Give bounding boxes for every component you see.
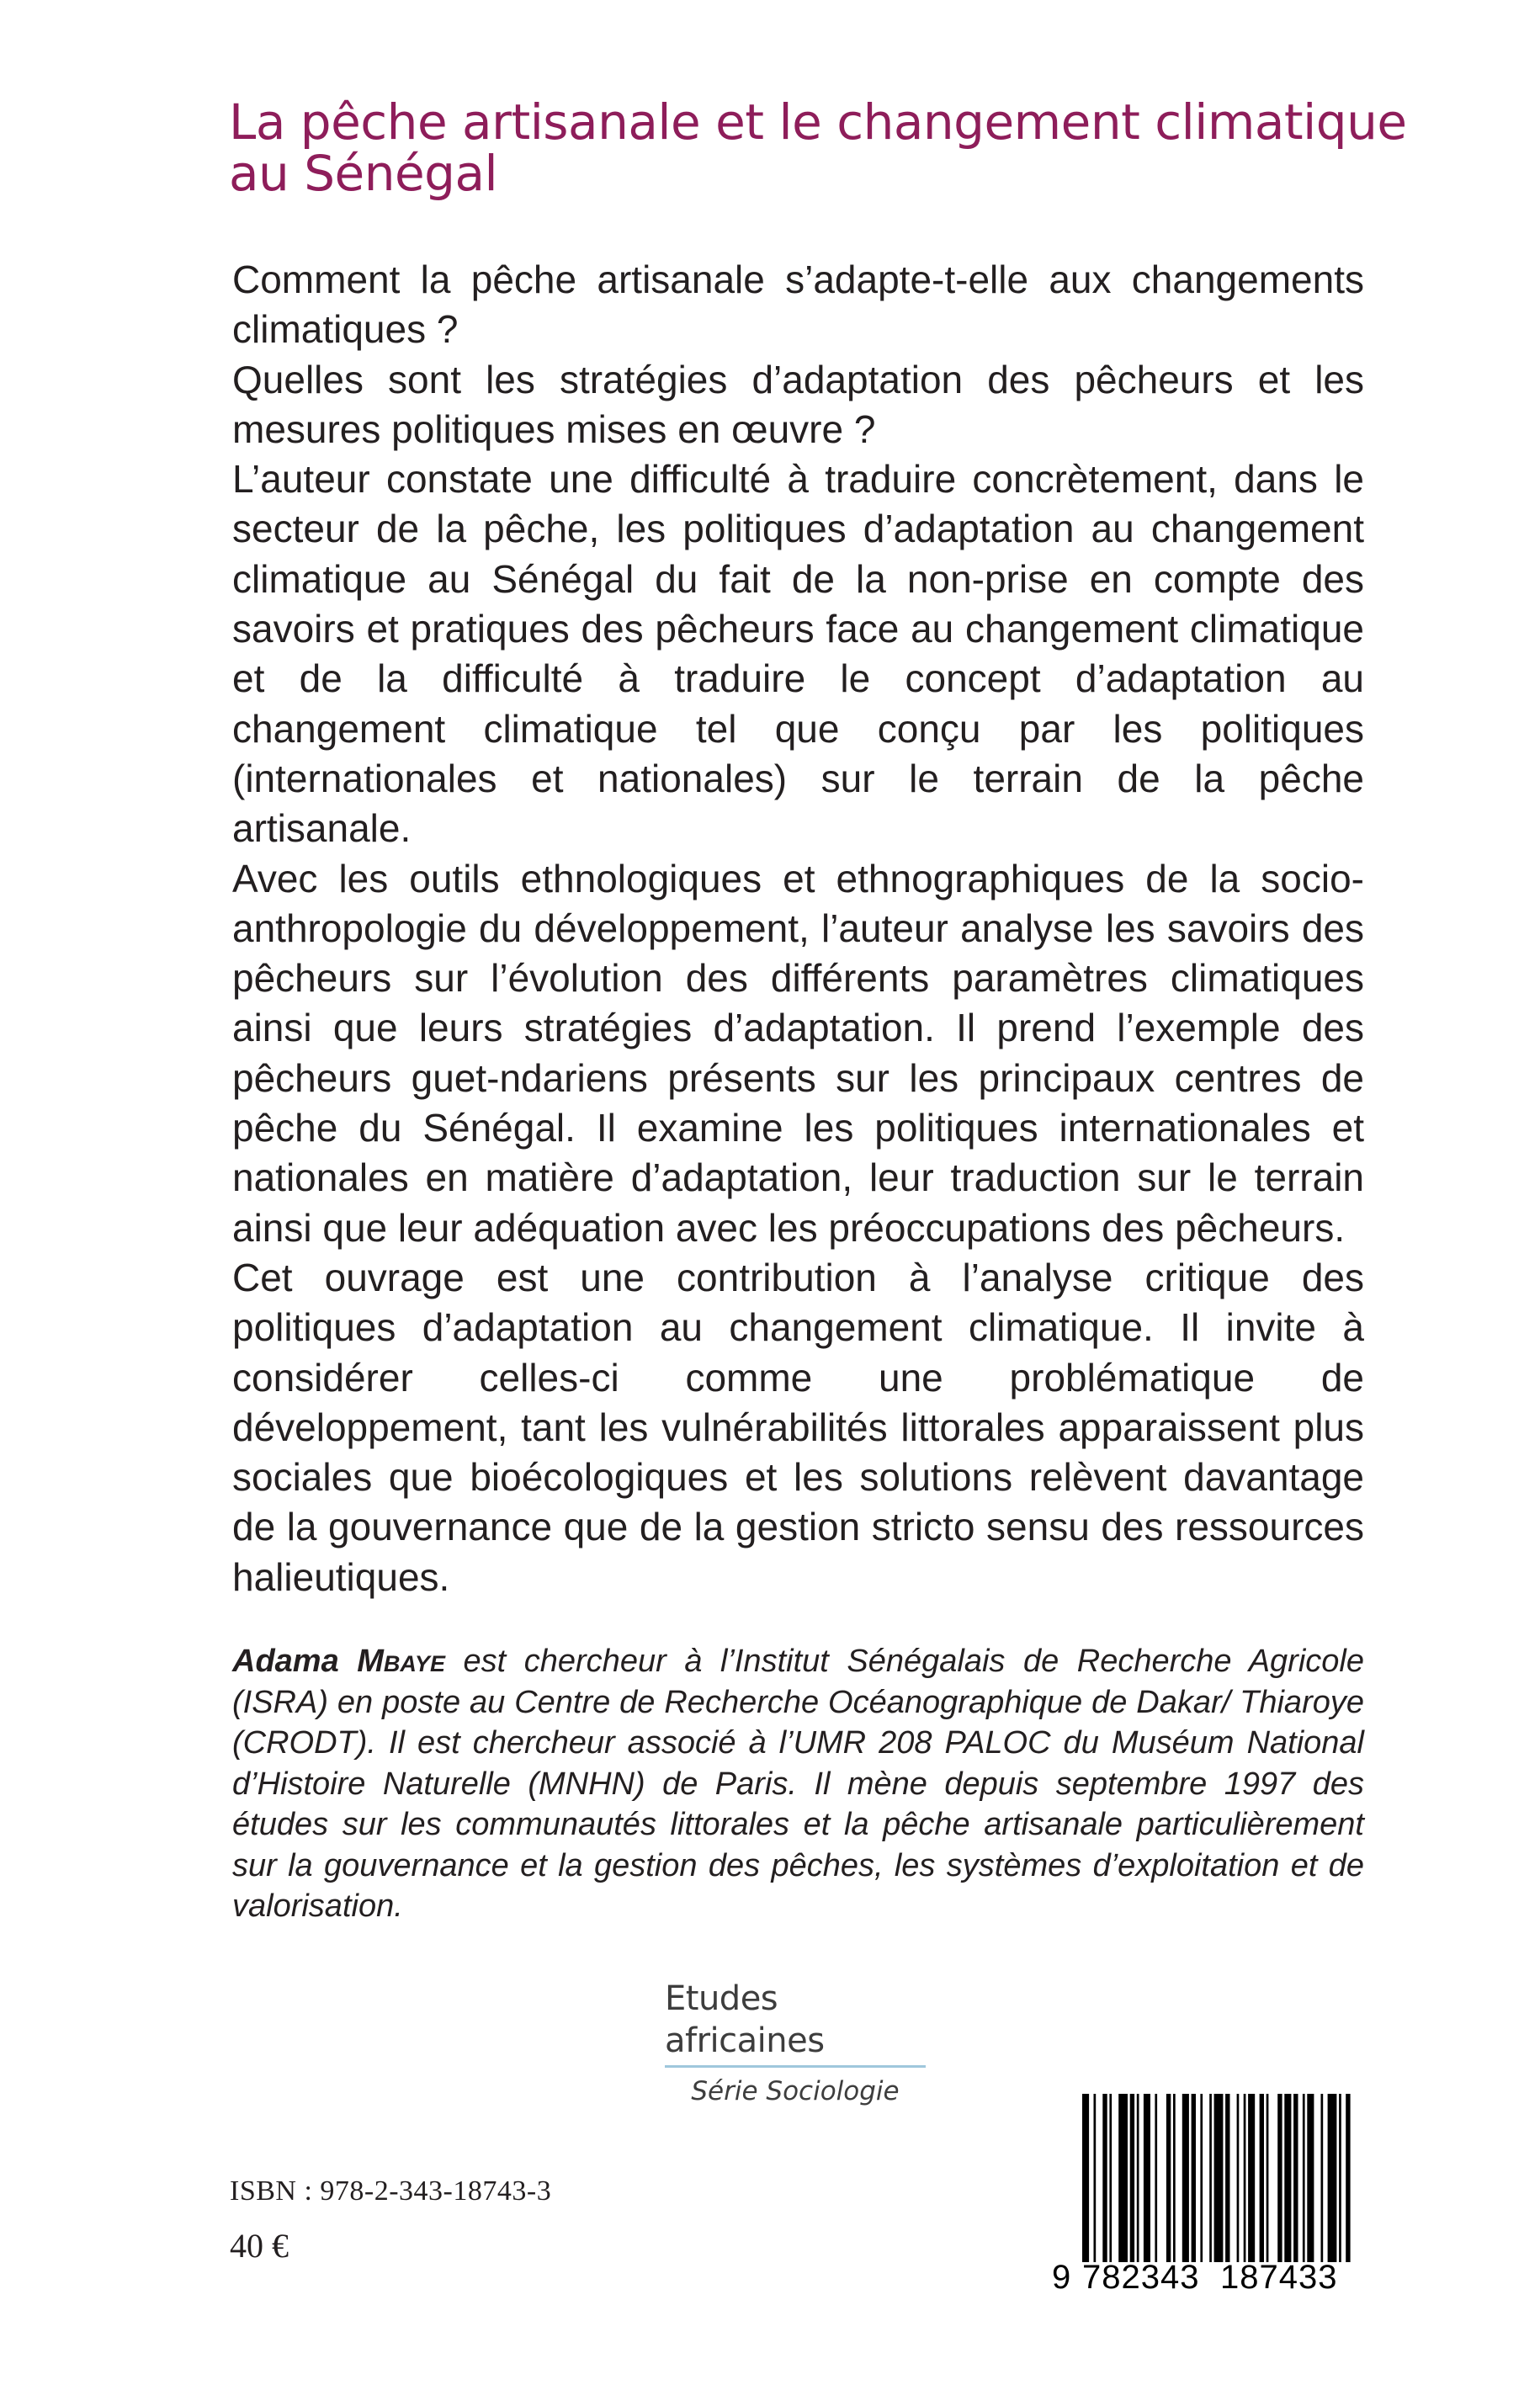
barcode-bar (1284, 2094, 1291, 2262)
series-logo (665, 1978, 934, 2108)
barcode-bar (1328, 2094, 1337, 2262)
barcode-lead-digit: 9 (1052, 2259, 1072, 2296)
barcode-bar (1237, 2094, 1240, 2262)
barcode-bar (1303, 2094, 1305, 2262)
series-subseries: Série Sociologie (691, 2076, 900, 2106)
series-name: Etudes africaines (665, 1979, 825, 2060)
barcode-bar (1144, 2094, 1150, 2262)
barcode-bar (1225, 2094, 1229, 2262)
barcode-bar (1339, 2094, 1341, 2262)
barcode-left-group: 782343 (1082, 2259, 1200, 2296)
barcode-bar (1118, 2094, 1128, 2262)
summary-paragraph: Cet ouvrage est une contribution à l’analyse critique des politiques d’adaptation au changement climatique. Il invite à considérer celles-ci comme une problématique de développement, tant les vulnérabilités littorales apparaissent plus sociales que bioécologiques et les solutions relèvent davantage de la gouvernance que de la gestion stricto sensu des ressources halieutiques. (232, 1255, 1364, 1599)
barcode-bar (1244, 2094, 1246, 2262)
barcode-bar (1155, 2094, 1157, 2262)
barcode-bar (1082, 2094, 1089, 2262)
barcode-bar (1209, 2094, 1212, 2262)
summary-paragraph: Comment la pêche artisanale s’adapte-t-elle aux changements climatiques ? (232, 258, 1364, 352)
barcode-bar (1307, 2094, 1314, 2262)
isbn: ISBN : 978-2-343-18743-3 (230, 2175, 552, 2207)
series-divider (665, 2065, 926, 2068)
author-bio (232, 1641, 1364, 1927)
barcode-bar (1267, 2094, 1269, 2262)
barcode-bar (1260, 2094, 1264, 2262)
barcode-right-group: 187433 (1220, 2259, 1338, 2296)
book-title: La pêche artisanale et le changement climatique au Sénégal (229, 93, 1407, 202)
author-bio-text: est chercheur à l’Institut Sénégalais de Recherche Agricole (ISRA) en poste au Centre de Recherche Océanographique de Dakar/ Thiaroye (CRODT). Il est chercheur associé à l’UMR 208 PALOC du Muséum National d’Histoire Naturelle (MNHN) de Paris. Il mène depuis septembre 1997 des études sur les communautés littorales et la pêche artisanale particulièrement sur la gouvernance et la gestion des pêches, les systèmes d’exploitation et de valorisation. (232, 1644, 1364, 1924)
summary-paragraph: Avec les outils ethnologiques et ethnographiques de la socio-anthropologie du développement, l’auteur analyse les savoirs des pêcheurs sur l’évolution des différents paramètres climatiques ainsi que leurs stratégies d’adaptation. Il prend l’exemple des pêcheurs guet-ndariens présents sur les principaux centres de pêche du Sénégal. Il examine les politiques internationales et nationales en matière d’adaptation, leur traduction sur le terrain ainsi que leur adéquation avec les préoccupations des pêcheurs. (232, 856, 1364, 1250)
author-first-name: Adama (232, 1644, 339, 1679)
barcode-bar (1109, 2094, 1112, 2262)
barcode-bar (1102, 2094, 1107, 2262)
barcode-bar (1293, 2094, 1298, 2262)
barcode-bar (1346, 2094, 1350, 2262)
back-cover-summary (232, 255, 1364, 1602)
barcode-bars (1052, 2094, 1355, 2262)
author-last-name: Mbaye (357, 1644, 445, 1679)
barcode-bar (1277, 2094, 1282, 2262)
summary-paragraph: L’auteur constate une difficulté à traduire concrètement, dans le secteur de la pêche, les politiques d’adaptation au changement climatique au Sénégal du fait de la non-prise en compte des savoirs et pratiques des pêcheurs face au changement climatique et de la difficulté à traduire le concept d’adaptation au changement climatique tel que conçu par les politiques (internationales et nationales) sur le terrain de la pêche artisanale. (232, 457, 1364, 851)
barcode (1052, 2094, 1355, 2296)
barcode-bar (1248, 2094, 1255, 2262)
barcode-bar (1137, 2094, 1139, 2262)
barcode-bar (1182, 2094, 1189, 2262)
price: 40 € (230, 2227, 289, 2265)
barcode-bar (1166, 2094, 1171, 2262)
barcode-bar (1200, 2094, 1203, 2262)
barcode-bar (1173, 2094, 1176, 2262)
barcode-bar (1214, 2094, 1224, 2262)
barcode-bar (1094, 2094, 1097, 2262)
summary-paragraph: Quelles sont les stratégies d’adaptation des pêcheurs et les mesures politiques mises en œuvre ? (232, 357, 1364, 451)
barcode-bar (1321, 2094, 1324, 2262)
barcode-bar (1130, 2094, 1134, 2262)
barcode-bar (1192, 2094, 1196, 2262)
